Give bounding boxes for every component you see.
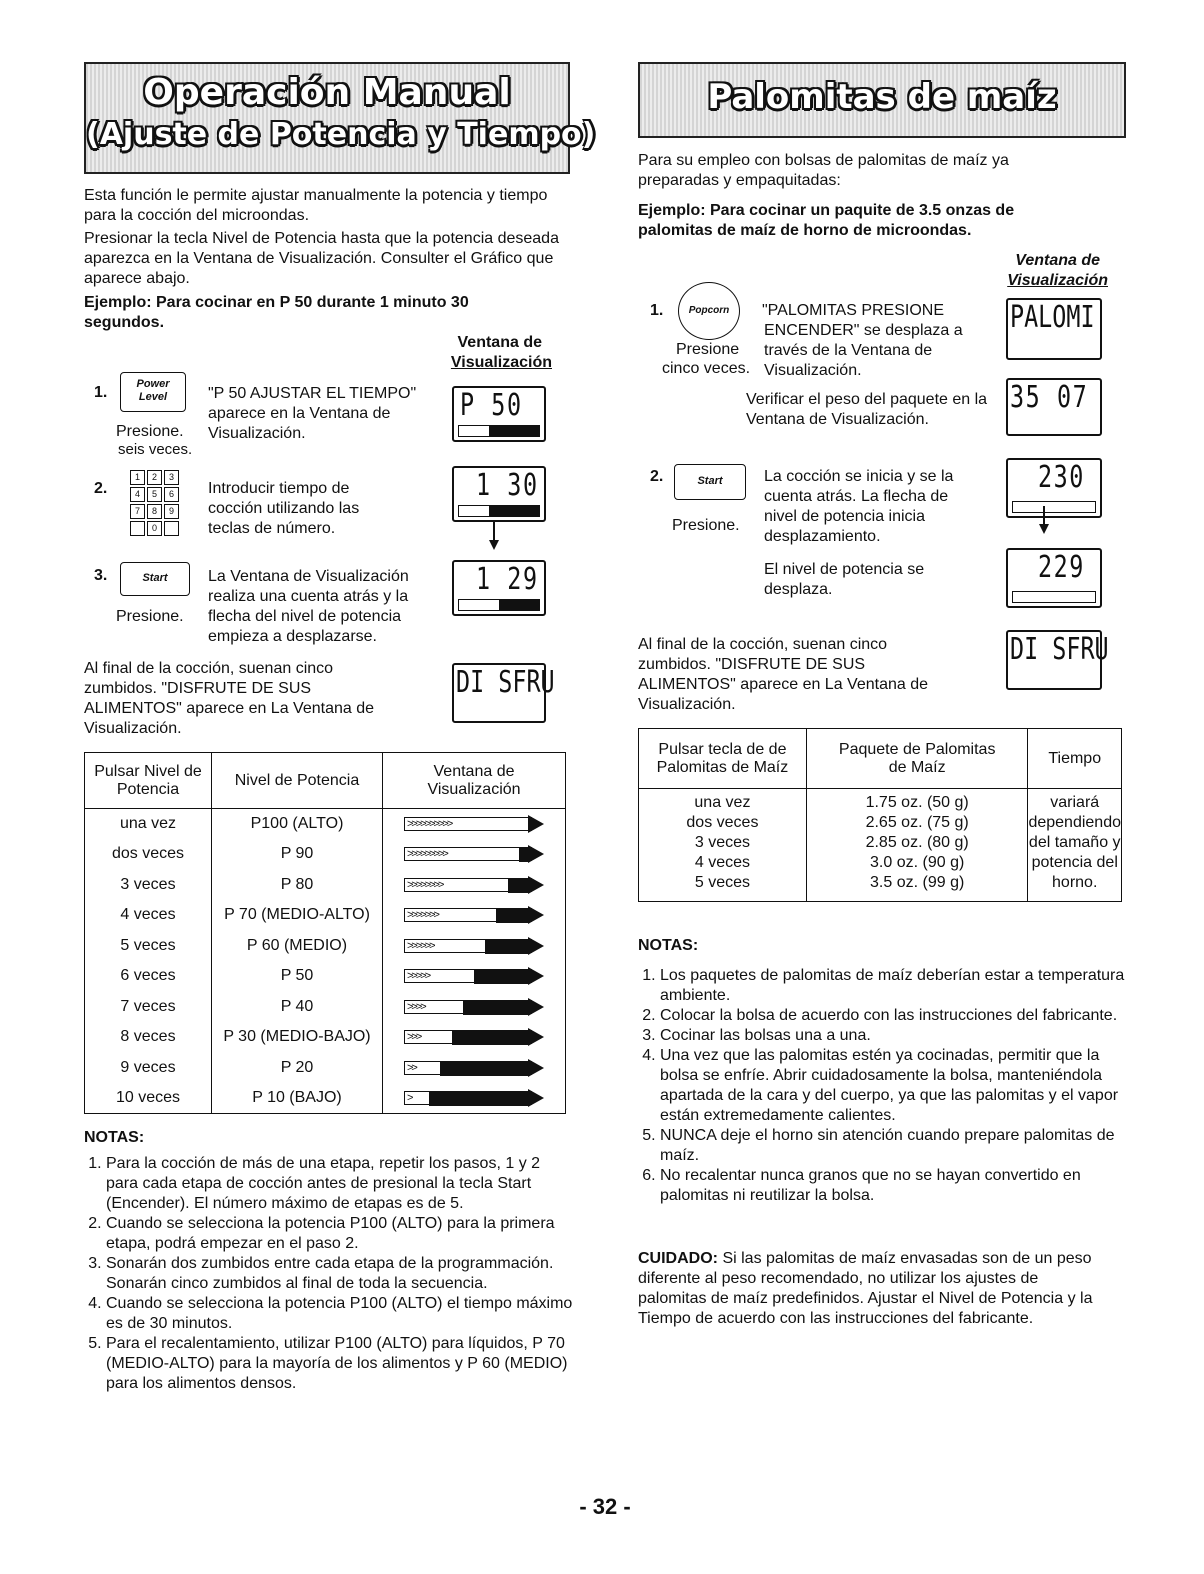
popcorn-press-value: dos veces [686,814,759,831]
keypad-key-8[interactable]: 8 [147,504,162,519]
left-step2-lcd-bar [458,505,540,517]
left-step1-text: "P 50 AJUSTAR EL TIEMPO" aparece en la Ventana de Visualización. [208,385,417,442]
power-table-press: una vez [85,809,212,840]
popcorn-package-value: 1.75 oz. (50 g) [865,794,969,811]
popcorn-package-value: 2.85 oz. (80 g) [865,834,969,851]
keypad-key-5[interactable]: 5 [147,487,162,502]
power-level-arrow-bar: >>>>>>>> [404,878,544,892]
popcorn-table [638,728,1122,902]
right-step2-lcd [1006,458,1102,518]
left-step3-lcd-text: 1 29 [476,562,539,597]
left-title-line1: Operación Manual [143,72,511,113]
left-step3-caption: Presione. [116,608,184,625]
power-table-display [383,900,566,931]
keypad-key-6[interactable]: 6 [164,487,179,502]
power-table-level: P 20 [212,1053,383,1084]
left-step3-lcd-bar [458,599,540,611]
popcorn-press-value: 4 veces [694,854,750,871]
right-notes-list [638,966,1140,1206]
right-end-text: Al final de la cocción, suenan cinco zumbidos. "DISFRUTE DE SUS ALIMENTOS" aparece en La Ventana de Visualización. [638,636,929,713]
left-end-lcd [452,663,555,723]
right-step1-caption-1: Presione [676,341,740,358]
power-table-row [85,931,566,962]
keypad-key-2[interactable]: 2 [147,470,162,485]
popcorn-table-time-cell [1028,789,1122,902]
right-step1-caption-2: cinco veces. [662,360,751,377]
right-down-arrow [1039,524,1049,534]
power-table-press: 9 veces [85,1053,212,1084]
power-table-row [85,1022,566,1053]
power-table-press: 6 veces [85,961,212,992]
left-note-item: 5. Para el recalentamiento, utilizar P100 (ALTO) para líquidos, P 70 (MEDIO-ALTO) para la mayoría de los alimentos y P 60 (MEDIO) para los alimentos densos. [106,1334,576,1394]
power-table-level: P 70 (MEDIO-ALTO) [212,900,383,931]
popcorn-key[interactable] [678,282,740,340]
power-level-key[interactable] [120,372,186,412]
power-table-press: 5 veces [85,931,212,962]
right-start-key-label: Start [697,475,723,487]
power-table-display [383,992,566,1023]
right-notes-title: NOTAS: [638,937,699,954]
left-start-key[interactable] [120,562,190,596]
left-step1-caption-2: seis veces. [118,441,193,458]
left-intro-2: Presionar la tecla Nivel de Potencia hasta que la potencia deseada aparezca en la Ventana de Visualización. Consulter el Gráfico que aparece abajo. [84,230,559,287]
popcorn-time-line: dependiendo [1028,814,1121,831]
left-step1-number: 1. [94,384,108,401]
right-step2-lcd2-bar [1012,591,1096,603]
power-level-arrow-bar: >>>>>> [404,939,544,953]
left-step1-caption-1: Presione. [116,423,184,440]
power-table-header-display: Ventana de Visualización [383,753,566,809]
right-step2-number: 2. [650,468,664,485]
right-note-item: 5. NUNCA deje el horno sin atención cuando prepare palomitas de maíz. [660,1126,1140,1166]
power-table-row [85,1053,566,1084]
power-table-level: P100 (ALTO) [212,809,383,840]
right-note-item: 1. Los paquetes de palomitas de maíz deberían estar a temperatura ambiente. [660,966,1140,1006]
right-end-lcd-text: DI SFRU [1010,632,1109,667]
power-table-display [383,1053,566,1084]
keypad-key-3[interactable]: 3 [164,470,179,485]
popcorn-time-line: variará [1050,794,1100,811]
right-example: Ejemplo: Para cocinar un paquite de 3.5 onzas de palomitas de maíz de horno de microondas. [638,202,1015,239]
right-step2-lcd-text: 230 [1038,460,1085,495]
left-display-header-2: Visualización [450,354,552,371]
right-step1-lcd-text: PALOMI [1010,300,1095,335]
power-level-arrow-bar: >>>> [404,1000,544,1014]
left-step1-lcd [452,386,546,442]
power-table-display [383,961,566,992]
left-notes-title: NOTAS: [84,1129,145,1146]
left-note-item: 2. Cuando se selecciona la potencia P100 (ALTO) para la primera etapa, podrá empezar en el paso 2. [106,1214,576,1254]
left-step3-text: La Ventana de Visualización realiza una cuenta atrás y la flecha del nivel de potencia empieza a desplazarse. [208,568,409,645]
popcorn-time-line: del tamaño y [1028,834,1121,851]
power-level-arrow-bar: >> [404,1061,544,1075]
keypad-key-4[interactable]: 4 [130,487,145,502]
power-table-press: 3 veces [85,870,212,901]
power-level-arrow-bar: > [404,1091,544,1105]
right-step1-text: "PALOMITAS PRESIONE ENCENDER" se desplaza a través de la Ventana de Visualización. [762,302,963,379]
power-table-row [85,992,566,1023]
power-table-row [85,961,566,992]
right-step2-text: La cocción se inicia y se la cuenta atrás. La flecha de nivel de potencia inicia desplazamiento. [764,468,954,545]
left-step2-lcd [452,466,546,522]
power-level-arrow-bar: >>>>>>>>> [404,847,544,861]
left-title-banner [84,62,596,174]
caution-text: Si las palomitas de maíz envasadas son de un peso diferente al peso recomendado, no utilizar los ajustes de palomitas de maíz predefinidos. Ajustar el Nivel de Potencia y la Tiempo de acuerdo con las instrucciones del fabricante. [638,1250,1093,1327]
right-title: Palomitas de maíz [707,77,1057,117]
left-notes-list [84,1154,576,1394]
power-table-row [85,839,566,870]
power-table-display [383,931,566,962]
right-start-key[interactable] [674,464,746,500]
power-level-arrow-bar: >>> [404,1030,544,1044]
popcorn-press-value: 3 veces [694,834,750,851]
power-table-header-level: Nivel de Potencia [212,753,383,809]
left-note-item: 4. Cuando se selecciona la potencia P100 (ALTO) el tiempo máximo es de 30 minutos. [106,1294,576,1334]
power-table-press: 4 veces [85,900,212,931]
power-level-key-line2: Level [138,391,168,403]
power-table-press: 10 veces [85,1083,212,1114]
popcorn-table-header-package: Paquete de Palomitas de Maíz [806,729,1028,789]
power-table-display [383,1083,566,1114]
power-table-row [85,1083,566,1114]
right-step2-lcd-bar [1012,501,1096,513]
left-intro-1: Esta función le permite ajustar manualmente la potencia y tiempo para la cocción del microondas. [84,187,548,224]
left-step2-number: 2. [94,480,108,497]
keypad-key-1[interactable]: 1 [130,470,145,485]
right-step1-lcd2-text: 35 07 [1010,380,1089,415]
keypad-key-7[interactable]: 7 [130,504,145,519]
right-step1-lcd [1006,298,1102,360]
popcorn-table-header-press: Pulsar tecla de de Palomitas de Maíz [639,729,807,789]
power-table-display [383,809,566,840]
power-table-level: P 10 (BAJO) [212,1083,383,1114]
left-note-item: 1. Para la cocción de más de una etapa, repetir los pasos, 1 y 2 para cada etapa de cocción antes de presional la tecla Start (Encender). El número máximo de etapas es de 5. [106,1154,576,1214]
right-step2-lcd2 [1006,548,1102,608]
right-note-item: 2. Colocar la bolsa de acuerdo con las instrucciones del fabricante. [660,1006,1140,1026]
right-step2-caption: Presione. [672,517,740,534]
left-step3-number: 3. [94,567,108,584]
left-end-lcd-text: DI SFRU [456,665,555,700]
power-table-press: 8 veces [85,1022,212,1053]
power-level-arrow-bar: >>>>> [404,969,544,983]
power-table-display [383,870,566,901]
popcorn-package-value: 3.0 oz. (90 g) [870,854,965,871]
popcorn-table-press-cell [639,789,807,902]
popcorn-table-package-cell [806,789,1028,902]
left-note-item: 3. Sonarán dos zumbidos entre cada etapa de la programmación. Sonarán cinco zumbidos al final de toda la secuencia. [106,1254,576,1294]
power-table-level: P 40 [212,992,383,1023]
keypad-key-0[interactable]: 0 [147,521,162,536]
right-step2-text2: El nivel de potencia se desplaza. [764,561,925,598]
power-table-display [383,839,566,870]
left-step3-lcd [452,560,546,616]
right-step1-lcd2 [1006,378,1102,436]
popcorn-press-value: 5 veces [694,874,750,891]
caution-paragraph [638,1249,1108,1329]
keypad-key-9[interactable]: 9 [164,504,179,519]
right-intro: Para su empleo con bolsas de palomitas de maíz ya preparadas y empaquitadas: [638,152,1009,189]
right-end-lcd [1006,630,1109,690]
power-table-row [85,900,566,931]
popcorn-time-line: potencia del horno. [1031,854,1118,891]
right-display-header-2: Visualización [1007,272,1108,289]
power-level-key-line1: Power [136,378,170,390]
power-level-table [84,752,566,1114]
popcorn-package-value: 2.65 oz. (75 g) [865,814,969,831]
right-note-item: 6. No recalentar nunca granos que no se hayan convertido en palomitas ni reutilizar la bolsa. [660,1166,1140,1206]
power-table-level: P 50 [212,961,383,992]
left-title-line2: (Ajuste de Potencia y Tiempo) [86,117,596,152]
power-table-display [383,1022,566,1053]
number-keypad[interactable] [130,470,180,536]
left-down-arrow [489,540,499,550]
power-table-level: P 30 (MEDIO-BAJO) [212,1022,383,1053]
left-step2-lcd-text: 1 30 [476,468,539,503]
right-step2-lcd2-text: 229 [1038,550,1085,585]
right-step1-number: 1. [650,302,664,319]
page-number: - 32 - [579,1494,631,1519]
left-end-text: Al final de la cocción, suenan cinco zumbidos. "DISFRUTE DE SUS ALIMENTOS" aparece en La Ventana de Visualización. [84,660,375,737]
power-table-row [85,870,566,901]
left-step1-lcd-bar [458,425,540,437]
right-verify-text: Verificar el peso del paquete en la Ventana de Visualización. [746,391,988,428]
left-example: Ejemplo: Para cocinar en P 50 durante 1 minuto 30 segundos. [84,294,469,331]
popcorn-press-value: una vez [694,794,751,811]
power-table-press: 7 veces [85,992,212,1023]
power-table-level: P 80 [212,870,383,901]
popcorn-table-header-time: Tiempo [1028,729,1122,789]
left-step2-text: Introducir tiempo de cocción utilizando las teclas de número. [208,480,360,537]
right-note-item: 3. Cocinar las bolsas una a una. [660,1026,1140,1046]
left-display-header-1: Ventana de [457,334,542,351]
caution-label: CUIDADO: [638,1250,718,1267]
power-level-arrow-bar: >>>>>>>>>> [404,817,544,831]
left-step1-lcd-text: P 50 [460,388,523,423]
power-table-level: P 90 [212,839,383,870]
power-table-header-press: Pulsar Nivel de Potencia [85,753,212,809]
power-table-row [85,809,566,840]
right-title-banner [638,62,1126,138]
popcorn-key-label: Popcorn [688,305,730,316]
power-level-arrow-bar: >>>>>>> [404,908,544,922]
right-note-item: 4. Una vez que las palomitas estén ya cocinadas, permitir que la bolsa se enfríe. Abrir cuidadosamente la bolsa, manteniéndola apartada de la cara y del cuerpo, ya que las palomitas y el vapor están extremedamente calientes. [660,1046,1140,1126]
power-table-level: P 60 (MEDIO) [212,931,383,962]
power-table-press: dos veces [85,839,212,870]
popcorn-package-value: 3.5 oz. (99 g) [870,874,965,891]
left-start-key-label: Start [142,572,168,584]
right-display-header-1: Ventana de [1015,252,1100,269]
